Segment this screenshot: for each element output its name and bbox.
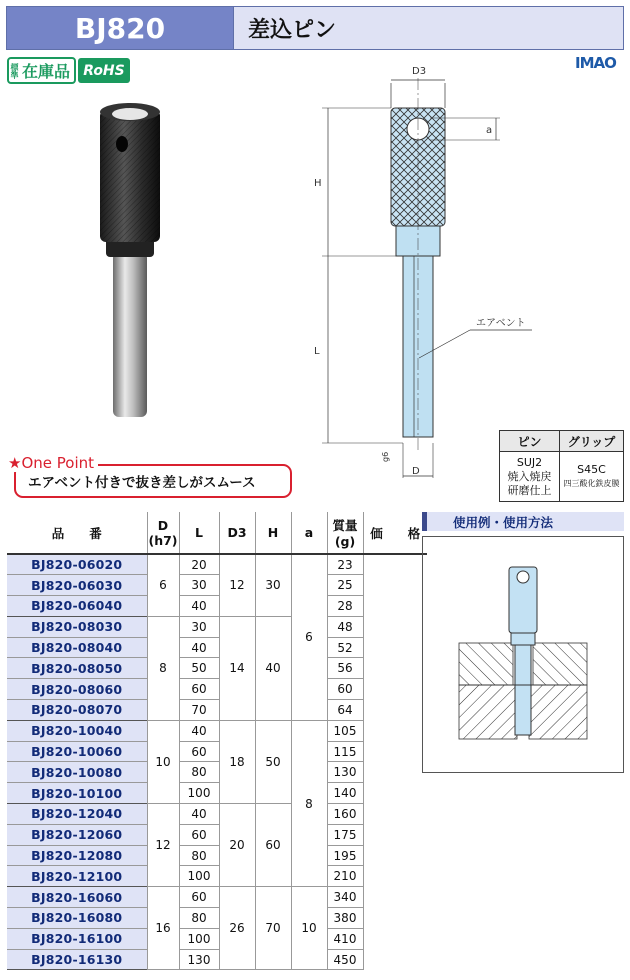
cell-l: 40 [179, 804, 219, 825]
cell-mass: 340 [327, 887, 363, 908]
cell-code: BJ820-10060 [7, 741, 147, 762]
cell-h: 30 [255, 554, 291, 616]
usage-shaft [515, 645, 531, 735]
table-row [7, 554, 427, 575]
usage-diagram [423, 537, 623, 772]
cell-l: 50 [179, 658, 219, 679]
material-header-pin: ピン [500, 431, 560, 452]
rohs-label: RoHS [83, 62, 125, 79]
col-price: 価 格 [363, 512, 427, 554]
grip-side-hole [116, 136, 128, 152]
product-name-cell [233, 7, 623, 49]
cell-l: 100 [179, 783, 219, 804]
cell-mass: 380 [327, 908, 363, 929]
cell-mass: 105 [327, 720, 363, 741]
cell-a: 8 [291, 720, 327, 886]
cell-code: BJ820-12100 [7, 866, 147, 887]
cell-code: BJ820-16080 [7, 908, 147, 929]
cell-l: 40 [179, 596, 219, 617]
cell-code: BJ820-08040 [7, 637, 147, 658]
dim-d: D [412, 466, 420, 477]
cell-mass: 64 [327, 700, 363, 721]
dim-d3: D3 [412, 66, 427, 77]
cell-mass: 210 [327, 866, 363, 887]
product-code: BJ820 [74, 11, 166, 45]
one-point-title: ★One Point [8, 454, 98, 472]
cell-code: BJ820-10100 [7, 783, 147, 804]
cell-l: 60 [179, 887, 219, 908]
material-table [499, 430, 624, 502]
cell-l: 80 [179, 908, 219, 929]
cell-code: BJ820-16060 [7, 887, 147, 908]
col-a: a [291, 512, 327, 554]
stock-badge-label: 在庫品 [22, 62, 71, 81]
cell-code: BJ820-08070 [7, 700, 147, 721]
cell-d: 6 [147, 554, 179, 616]
col-code: 品 番 [7, 512, 147, 554]
cell-h: 70 [255, 887, 291, 970]
cell-h: 40 [255, 616, 291, 720]
cell-h: 60 [255, 804, 291, 887]
cell-d3: 12 [219, 554, 255, 616]
cell-code: BJ820-16130 [7, 949, 147, 970]
usage-frame [422, 536, 624, 773]
product-photo [80, 92, 190, 432]
cell-a: 10 [291, 887, 327, 970]
cell-l: 100 [179, 866, 219, 887]
pin-shaft [113, 252, 147, 417]
cell-l: 130 [179, 949, 219, 970]
cell-code: BJ820-10040 [7, 720, 147, 741]
cell-l: 70 [179, 700, 219, 721]
cell-code: BJ820-10080 [7, 762, 147, 783]
cell-d3: 26 [219, 887, 255, 970]
col-mass: 質量 (g) [327, 512, 363, 554]
usage-header [422, 512, 624, 531]
col-d3: D3 [219, 512, 255, 554]
col-d: D (h7) [147, 512, 179, 554]
col-l: L [179, 512, 219, 554]
dim-h: H [314, 178, 322, 189]
spec-body [7, 554, 427, 970]
dim-a: a [486, 125, 493, 136]
cell-code: BJ820-12040 [7, 804, 147, 825]
cell-d: 10 [147, 720, 179, 803]
product-code-cell [7, 7, 233, 49]
cell-l: 30 [179, 616, 219, 637]
title-bar [6, 6, 624, 50]
stock-badge [7, 57, 76, 84]
cell-mass: 195 [327, 845, 363, 866]
cell-l: 40 [179, 637, 219, 658]
cell-code: BJ820-06040 [7, 596, 147, 617]
rohs-badge [78, 58, 130, 83]
cell-mass: 60 [327, 679, 363, 700]
one-point-text: エアベント付きで抜き差しがスムース [28, 475, 256, 491]
cell-l: 60 [179, 824, 219, 845]
cell-h: 50 [255, 720, 291, 803]
cell-code: BJ820-16100 [7, 928, 147, 949]
material-header-grip: グリップ [560, 431, 624, 452]
cell-l: 40 [179, 720, 219, 741]
cell-code: BJ820-12060 [7, 824, 147, 845]
cell-mass: 130 [327, 762, 363, 783]
cell-l: 60 [179, 679, 219, 700]
cell-d: 16 [147, 887, 179, 970]
cell-l: 60 [179, 741, 219, 762]
dim-l: L [314, 346, 320, 357]
material-grip: S45C 四三酸化鉄皮膜 [560, 452, 624, 502]
grip-top-hole [112, 108, 148, 120]
tolerance-label: g6 [381, 451, 390, 462]
usage-title: 使用例・使用方法 [453, 514, 554, 530]
cell-mass: 140 [327, 783, 363, 804]
cell-code: BJ820-08030 [7, 616, 147, 637]
cell-code: BJ820-08060 [7, 679, 147, 700]
cell-mass: 23 [327, 554, 363, 575]
cell-mass: 160 [327, 804, 363, 825]
spec-table [7, 512, 427, 970]
stock-badge-small: 標準 [10, 62, 19, 79]
brand-logo: IMAO [575, 54, 616, 72]
cell-code: BJ820-12080 [7, 845, 147, 866]
cell-code: BJ820-06030 [7, 575, 147, 596]
cell-mass: 28 [327, 596, 363, 617]
cell-mass: 175 [327, 824, 363, 845]
technical-drawing [300, 58, 526, 488]
cell-code: BJ820-08050 [7, 658, 147, 679]
cell-mass: 52 [327, 637, 363, 658]
cell-d: 8 [147, 616, 179, 720]
cell-d3: 20 [219, 804, 255, 887]
cell-d: 12 [147, 804, 179, 887]
cell-l: 20 [179, 554, 219, 575]
air-vent-label: エアベント [476, 318, 526, 329]
cell-mass: 56 [327, 658, 363, 679]
col-h: H [255, 512, 291, 554]
cell-l: 80 [179, 762, 219, 783]
cell-mass: 410 [327, 928, 363, 949]
cell-l: 30 [179, 575, 219, 596]
cell-code: BJ820-06020 [7, 554, 147, 575]
cell-a: 6 [291, 554, 327, 720]
material-pin: SUJ2 焼入焼戻 研磨仕上 [500, 452, 560, 502]
cell-mass: 48 [327, 616, 363, 637]
cell-mass: 25 [327, 575, 363, 596]
cell-d3: 14 [219, 616, 255, 720]
cell-mass: 115 [327, 741, 363, 762]
cell-l: 100 [179, 928, 219, 949]
cell-l: 80 [179, 845, 219, 866]
product-name: 差込ピン [248, 17, 337, 43]
cell-mass: 450 [327, 949, 363, 970]
cell-d3: 18 [219, 720, 255, 803]
cell-price [363, 554, 427, 970]
